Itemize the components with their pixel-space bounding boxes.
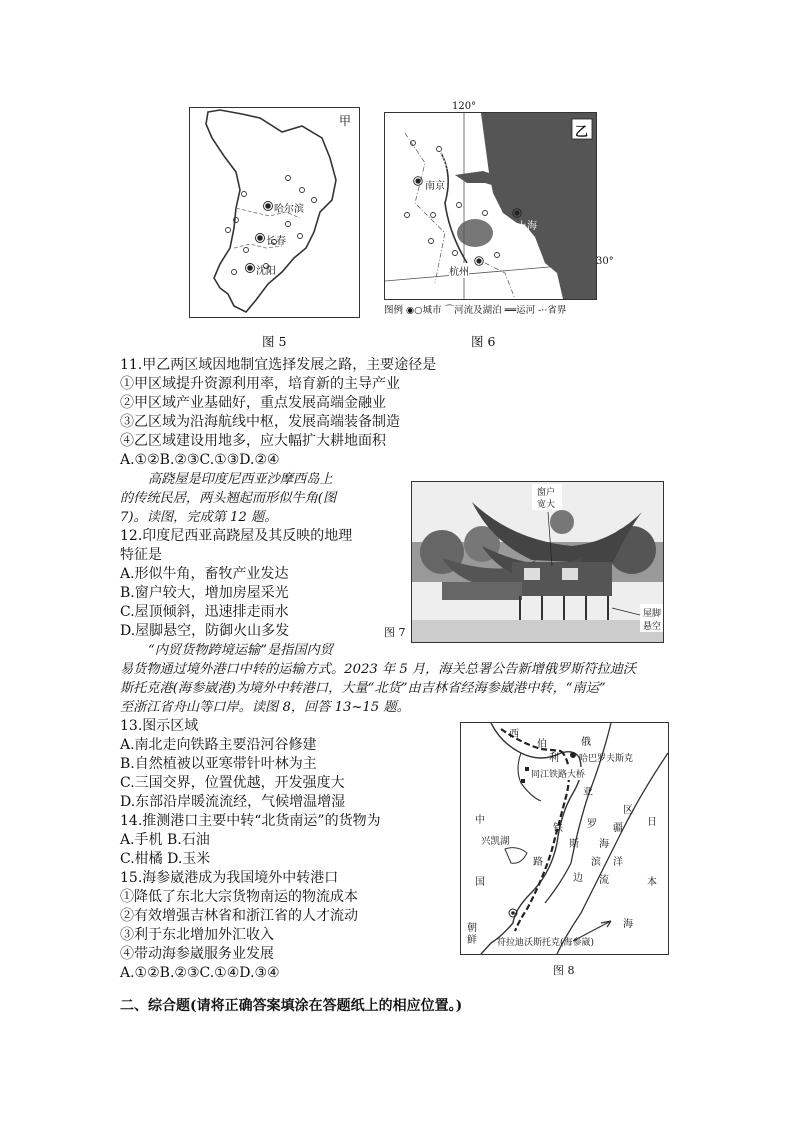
fig8-label-lu: 路 bbox=[533, 857, 543, 868]
fig8-label-li: 利 bbox=[549, 753, 559, 764]
q15-option-2: ②有效增强吉林省和浙江省的人才流动 bbox=[120, 908, 358, 924]
fig8-label-guo: 国 bbox=[475, 877, 485, 888]
fig7-caption: 图 7 bbox=[384, 626, 406, 639]
city-shenyang: 沈阳 bbox=[256, 266, 276, 277]
yangtze-delta-map bbox=[385, 113, 596, 299]
q15-stem: 15.海参崴港成为我国境外中转港口 bbox=[120, 870, 339, 886]
lake-khanka: 兴凯湖 bbox=[481, 836, 510, 847]
city-nanjing: 南京 bbox=[425, 177, 445, 192]
q15-option-3: ③利于东北增加外汇收入 bbox=[120, 927, 274, 943]
label-window-2: 宽大 bbox=[537, 500, 556, 510]
fig8-label-si: 斯 bbox=[569, 839, 579, 850]
q11-option-3: ③乙区域为沿海航线中枢，发展高端装备制造 bbox=[120, 414, 400, 430]
section2-heading: 二、综合题(请将正确答案填涂在答题纸上的相应位置。) bbox=[120, 998, 463, 1014]
fig8-label-hai: 海 bbox=[599, 839, 609, 850]
tongjiang-bridge: 同江铁路大桥 bbox=[531, 767, 585, 780]
q11-option-1: ①甲区域提升资源利用率，培育新的主导产业 bbox=[120, 376, 400, 392]
intro12-line-1: 高跷屋是印度尼西亚沙摩西岛上 bbox=[148, 472, 333, 487]
q12-stem-2: 特征是 bbox=[120, 547, 162, 563]
q11-stem: 11.甲乙两区域因地制宜选择发展之路，主要途径是 bbox=[120, 357, 437, 373]
fig5-caption: 图 5 bbox=[262, 334, 287, 349]
fig8-label-qu: 区 bbox=[623, 805, 633, 816]
q13-option-a: A.南北走向铁路主要沿河谷修建 bbox=[120, 737, 317, 753]
label-window-1: 窗户 bbox=[537, 488, 556, 498]
city-shanghai: 上海 bbox=[517, 221, 537, 232]
meridian-120: 120° bbox=[452, 101, 477, 112]
fig8-label-bian: 边 bbox=[573, 873, 583, 884]
q13-stem: 13.图示区域 bbox=[120, 718, 199, 734]
q11-option-2: ②甲区域产业基础好，重点发展高端金融业 bbox=[120, 395, 386, 411]
fig8-label-xi: 西 bbox=[509, 729, 519, 740]
q12-option-d: D.屋脚悬空，防御火山多发 bbox=[120, 623, 290, 639]
fig8-label-sea: 海 bbox=[623, 919, 633, 930]
q11-choices: A.①②B.②③C.①③D.②④ bbox=[120, 452, 280, 468]
intro12-line-2: 的传统民居，两头翘起而形似牛角(图 bbox=[120, 491, 337, 506]
q12-option-a: A.形似牛角，畜牧产业发达 bbox=[120, 566, 289, 582]
q15-choices: A.①②B.②③C.①④D.③④ bbox=[120, 965, 280, 981]
intro13-line-1: “内贸货物跨境运输”是指国内贸 bbox=[148, 643, 333, 658]
fig8-label-luo: 罗 bbox=[587, 819, 597, 830]
fig8-label-liu: 流 bbox=[599, 875, 609, 886]
fig5-tag: 甲 bbox=[338, 114, 351, 128]
intro13-line-3: 斯托克港(海参崴港)为境外中转港口，大量“北货”由吉林省经海参崴港中转，“南运” bbox=[120, 681, 606, 696]
fig8-label-bin: 滨 bbox=[591, 857, 601, 868]
q13-option-c: C.三国交界，位置优越，开发强度大 bbox=[120, 775, 345, 791]
figure-7-photo bbox=[411, 481, 664, 643]
fig8-label-tie: 铁 bbox=[553, 823, 563, 834]
intro13-line-2: 易货物通过境外港口中转的运输方式。2023 年 5 月，海关总署公告新增俄罗斯符拉迪沃 bbox=[120, 662, 637, 677]
intro13-line-4: 至浙江省舟山等口岸。读图 8，回答 13~15 题。 bbox=[120, 700, 410, 715]
intro12-line-3: 7)。读图，完成第 12 题。 bbox=[120, 510, 278, 525]
q14-options-ab: A.手机 B.石油 bbox=[120, 832, 210, 848]
city-khabarovsk: 哈巴罗夫斯克 bbox=[579, 754, 634, 764]
label-foot-2: 悬空 bbox=[643, 622, 662, 632]
fig8-label-zhong: 中 bbox=[475, 815, 485, 826]
figure-5-map bbox=[189, 107, 360, 318]
fig8-label-bo: 伯 bbox=[537, 739, 547, 750]
fig8-label-yang: 洋 bbox=[613, 857, 623, 868]
fig8-label-e: 俄 bbox=[581, 737, 591, 748]
city-hangzhou: 杭州 bbox=[449, 263, 469, 278]
q14-stem: 14.推测港口主要中转“北货南运”的货物为 bbox=[120, 813, 381, 829]
fig8-label-ya: 亚 bbox=[583, 787, 593, 798]
fig8-caption: 图 8 bbox=[553, 964, 575, 977]
q15-option-4: ④带动海参崴服务业发展 bbox=[120, 946, 274, 962]
q11-option-4: ④乙区域建设用地多，应大幅扩大耕地面积 bbox=[120, 433, 386, 449]
fig8-label-ri: 日 bbox=[647, 817, 657, 828]
fig6-caption: 图 6 bbox=[471, 334, 496, 349]
fig8-label-ben: 本 bbox=[647, 877, 657, 888]
city-vladivostok: 符拉迪沃斯托克(海参崴) bbox=[497, 938, 595, 948]
q14-options-cd: C.柑橘 D.玉米 bbox=[120, 851, 211, 867]
q15-option-1: ①降低了东北大宗货物南运的物流成本 bbox=[120, 889, 358, 905]
q12-option-c: C.屋顶倾斜，迅速排走雨水 bbox=[120, 604, 289, 620]
city-harbin: 哈尔滨 bbox=[274, 204, 304, 215]
q13-option-b: B.自然植被以亚寒带针叶林为主 bbox=[120, 756, 317, 772]
fig8-label-jiang: 疆 bbox=[613, 823, 623, 834]
q13-option-d: D.东部沿岸暖流流经，气候增温增湿 bbox=[120, 794, 346, 810]
parallel-30: 30° bbox=[596, 256, 614, 267]
q12-stem-1: 12.印度尼西亚高跷屋及其反映的地理 bbox=[120, 528, 353, 544]
fig6-tag: 乙 bbox=[575, 125, 589, 140]
fig8-label-chao: 朝 bbox=[467, 923, 477, 934]
fig8-label-xian: 鲜 bbox=[467, 935, 477, 946]
city-changchun: 长春 bbox=[266, 236, 286, 247]
label-foot-1: 屋脚 bbox=[643, 609, 662, 619]
q12-option-b: B.窗户较大，增加房屋采光 bbox=[120, 585, 289, 601]
figure-8-map bbox=[460, 722, 669, 955]
fig6-legend: 图例 ◉○城市 ⌒河流及湖泊 ══运河 ‐··省界 bbox=[384, 305, 567, 316]
figure-6-map bbox=[384, 112, 597, 300]
